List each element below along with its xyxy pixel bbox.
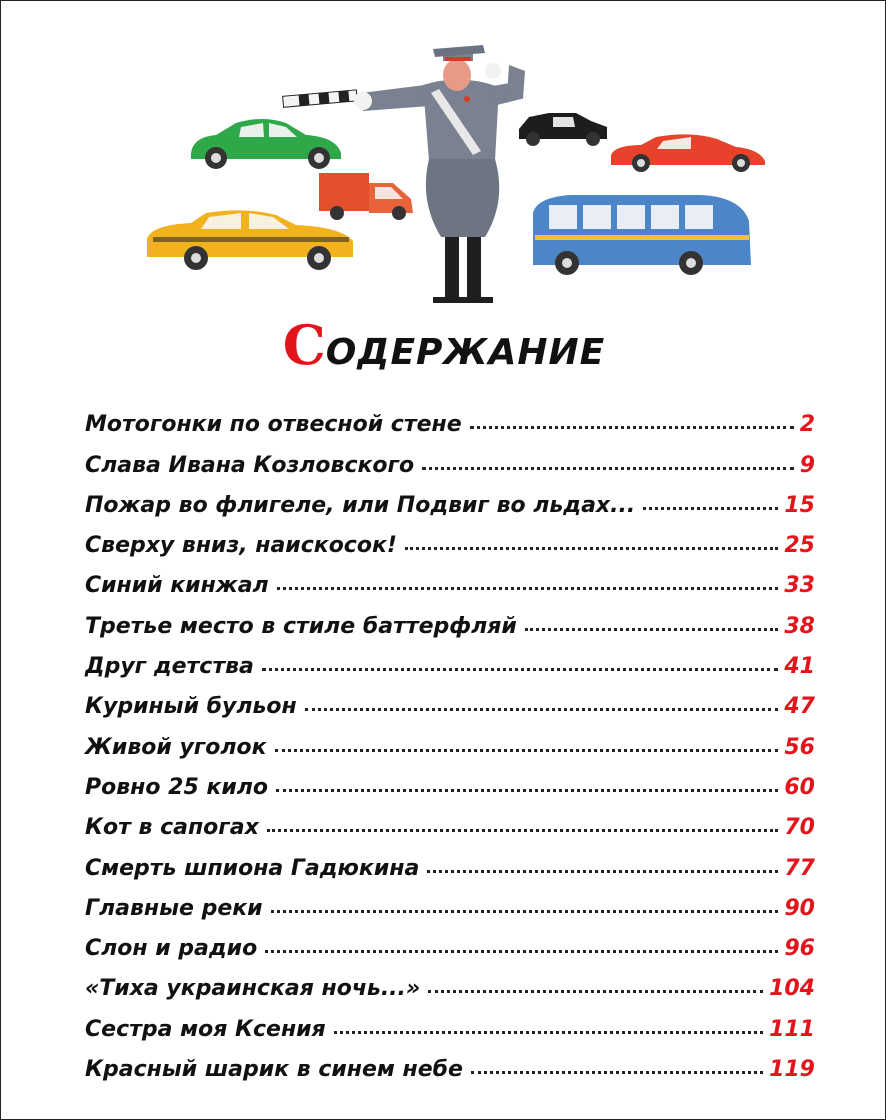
toc-entry[interactable] xyxy=(85,1042,815,1082)
toc-entry-title: Главные реки xyxy=(85,895,263,921)
toc-leader-dots xyxy=(265,950,778,953)
toc-entry[interactable] xyxy=(85,881,815,921)
yellow-taxi-icon xyxy=(147,210,353,270)
toc-entry-page-number: 41 xyxy=(784,654,815,680)
toc-entry-title: Сверху вниз, наискосок! xyxy=(85,533,397,559)
toc-leader-dots xyxy=(271,910,779,913)
toc-entry-page-number: 9 xyxy=(799,452,815,478)
toc-entry-page-number: 60 xyxy=(784,774,815,800)
toc-leader-dots xyxy=(470,426,794,429)
toc-entry-page-number: 104 xyxy=(769,976,815,1002)
toc-entry[interactable] xyxy=(85,478,815,518)
toc-entry[interactable] xyxy=(85,961,815,1001)
toc-entry-page-number: 96 xyxy=(784,936,815,962)
toc-entry-title: Ровно 25 кило xyxy=(85,774,268,800)
toc-entry[interactable] xyxy=(85,800,815,840)
toc-leader-dots xyxy=(525,628,779,631)
toc-entry[interactable] xyxy=(85,921,815,961)
contents-heading-rest: ОДЕРЖАНИЕ xyxy=(325,332,606,373)
toc-entry-page-number: 70 xyxy=(784,815,815,841)
toc-entry[interactable] xyxy=(85,840,815,880)
toc-entry-page-number: 15 xyxy=(784,492,815,518)
toc-entry[interactable] xyxy=(85,518,815,558)
toc-leader-dots xyxy=(276,789,778,792)
toc-entry-page-number: 25 xyxy=(784,533,815,559)
blue-bus-icon xyxy=(533,195,751,275)
toc-leader-dots xyxy=(334,1031,763,1034)
toc-entry-page-number: 38 xyxy=(784,613,815,639)
toc-leader-dots xyxy=(262,668,779,671)
orange-truck-icon xyxy=(319,173,413,220)
contents-heading-initial: С xyxy=(282,313,326,377)
toc-leader-dots xyxy=(471,1071,763,1074)
toc-entry-page-number: 90 xyxy=(784,895,815,921)
toc-leader-dots xyxy=(643,507,778,510)
toc-entry-page-number: 47 xyxy=(784,694,815,720)
toc-entry-title: Слава Ивана Козловского xyxy=(85,452,415,478)
toc-entry-title: Синий кинжал xyxy=(85,573,269,599)
toc-entry-title: Кот в сапогах xyxy=(85,815,259,841)
toc-entry-page-number: 33 xyxy=(784,573,815,599)
toc-entry[interactable] xyxy=(85,719,815,759)
toc-entry[interactable] xyxy=(85,760,815,800)
toc-entry[interactable] xyxy=(85,679,815,719)
toc-leader-dots xyxy=(277,587,779,590)
toc-entry-title: Живой уголок xyxy=(85,734,267,760)
toc-entry-title: Третье место в стиле баттерфляй xyxy=(85,613,517,639)
contents-heading xyxy=(1,313,886,377)
toc-entry[interactable] xyxy=(85,397,815,437)
toc-leader-dots xyxy=(275,749,779,752)
toc-entry-title: Сестра моя Ксения xyxy=(85,1016,326,1042)
toc-entry-page-number: 111 xyxy=(769,1016,815,1042)
toc-leader-dots xyxy=(405,547,778,550)
toc-entry-page-number: 77 xyxy=(784,855,815,881)
black-car-icon xyxy=(519,113,607,146)
toc-leader-dots xyxy=(428,990,763,993)
toc-entry-title: Красный шарик в синем небе xyxy=(85,1057,463,1083)
toc-leader-dots xyxy=(305,708,779,711)
red-car-icon xyxy=(611,134,765,172)
toc-entry[interactable] xyxy=(85,1001,815,1041)
toc-entry-title: Слон и радио xyxy=(85,936,258,962)
toc-entry[interactable] xyxy=(85,598,815,638)
toc-entry-title: Друг детства xyxy=(85,654,254,680)
table-of-contents xyxy=(85,397,815,1082)
toc-entry-page-number: 119 xyxy=(769,1057,815,1083)
toc-entry[interactable] xyxy=(85,437,815,477)
traffic-illustration xyxy=(1,1,886,311)
green-car-icon xyxy=(191,119,341,169)
toc-entry[interactable] xyxy=(85,639,815,679)
toc-entry-title: «Тиха украинская ночь...» xyxy=(85,976,421,1002)
toc-leader-dots xyxy=(267,829,779,832)
toc-entry-title: Мотогонки по отвесной стене xyxy=(85,412,462,438)
toc-entry-title: Смерть шпиона Гадюкина xyxy=(85,855,420,881)
toc-leader-dots xyxy=(427,870,778,873)
toc-leader-dots xyxy=(422,467,794,470)
toc-entry[interactable] xyxy=(85,558,815,598)
toc-entry-page-number: 56 xyxy=(784,734,815,760)
toc-entry-title: Пожар во флигеле, или Подвиг во льдах... xyxy=(85,492,636,518)
toc-entry-page-number: 2 xyxy=(799,412,815,438)
toc-entry-title: Куриный бульон xyxy=(85,694,297,720)
